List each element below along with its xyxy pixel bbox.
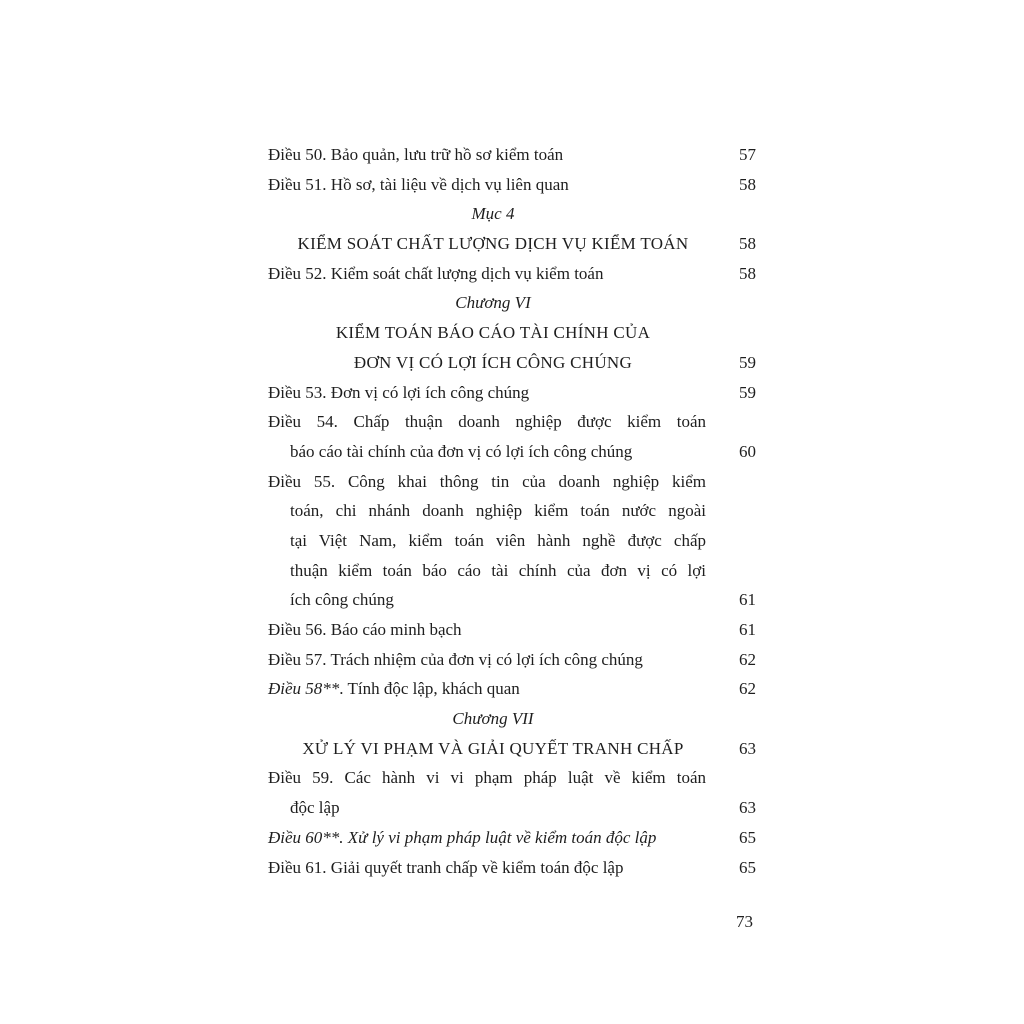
toc-entry-title: ích công chúng [290, 590, 394, 610]
toc-entry-dieu-51 [268, 170, 758, 200]
toc-entry-page: 62 [739, 679, 756, 699]
toc-entry-page: 65 [739, 857, 756, 877]
toc-entry-page: 61 [739, 620, 756, 639]
toc-entry-title: Điều 56. Báo cáo minh bạch [268, 620, 462, 639]
chapter-title-line-2 [268, 348, 758, 378]
chapter-title: XỬ LÝ VI PHẠM VÀ GIẢI QUYẾT TRANH CHẤP [302, 738, 684, 758]
toc-entry-page: 59 [739, 352, 756, 372]
chapter-title: ĐƠN VỊ CÓ LỢI ÍCH CÔNG CHÚNG [353, 352, 633, 372]
toc-entry-dieu-60 [268, 823, 758, 853]
toc-entry-title: thuận kiểm toán báo cáo tài chính của đơn vị có lợi [290, 560, 706, 580]
toc-entry-title: Điều 59. Các hành vi vi phạm pháp luật về kiểm toán [268, 768, 706, 788]
toc-entry-lead: Điều 58** [268, 679, 340, 699]
toc-entry-dieu-55-cont [268, 556, 758, 586]
toc-entry-page: 62 [739, 649, 756, 669]
toc-entry-title: Điều 57. Trách nhiệm của đơn vị có lợi ích công chúng [268, 649, 643, 669]
toc-entry-title: Điều 53. Đơn vị có lợi ích công chúng [268, 382, 530, 402]
toc-entry-dieu-55-cont [268, 526, 758, 556]
toc-entry-title: báo cáo tài chính của đơn vị có lợi ích công chúng [290, 441, 633, 461]
toc-entry-dieu-56 [268, 615, 758, 645]
toc-entry-title: độc lập [290, 798, 340, 818]
chapter-title-xu-ly [268, 734, 758, 764]
toc-entry-dieu-58 [268, 674, 758, 704]
toc-entry-title: Điều 52. Kiểm soát chất lượng dịch vụ kiểm toán [268, 263, 604, 283]
table-of-contents [268, 140, 758, 882]
toc-entry-page: 63 [739, 798, 756, 818]
section-title-kiem-soat [268, 229, 758, 259]
toc-entry-title: tại Việt Nam, kiểm toán viên hành nghề được chấp [290, 530, 706, 550]
toc-entry-page: 58 [739, 234, 756, 254]
toc-entry-page: 60 [739, 441, 756, 461]
toc-entry-page: 57 [739, 145, 756, 164]
toc-entry-title: Điều 55. Công khai thông tin của doanh nghiệp kiểm [268, 471, 706, 491]
chapter-heading-vii [268, 704, 758, 734]
chapter-title: KIỂM TOÁN BÁO CÁO TÀI CHÍNH CỦA [335, 323, 651, 343]
chapter-label: Chương VI [455, 293, 531, 313]
section-heading-muc-4 [268, 199, 758, 229]
toc-entry-page: 58 [739, 263, 756, 283]
toc-entry-dieu-55-cont [268, 496, 758, 526]
toc-entry-title: Điều 60**. Xử lý vi phạm pháp luật về kiểm toán độc lập [268, 827, 657, 847]
toc-entry-page: 63 [739, 738, 756, 758]
section-title: KIỂM SOÁT CHẤT LƯỢNG DỊCH VỤ KIỂM TOÁN [297, 234, 689, 254]
toc-entry-dieu-53 [268, 378, 758, 408]
toc-entry-dieu-57 [268, 645, 758, 675]
toc-entry-rest: . Tính độc lập, khách quan [339, 679, 520, 699]
toc-entry-page: 65 [739, 827, 756, 847]
toc-entry-dieu-55 [268, 467, 758, 497]
page-number: 73 [736, 912, 753, 931]
section-label: Mục 4 [471, 204, 515, 224]
toc-entry-dieu-50 [268, 140, 758, 170]
toc-entry-title: Điều 54. Chấp thuận doanh nghiệp được kiểm toán [268, 412, 706, 432]
chapter-heading-vi [268, 288, 758, 318]
toc-entry-page: 61 [739, 590, 756, 610]
toc-entry-dieu-55-cont [268, 585, 758, 615]
toc-entry-dieu-54 [268, 407, 758, 437]
toc-entry-dieu-61 [268, 853, 758, 883]
toc-entry-dieu-59-cont [268, 793, 758, 823]
toc-entry-dieu-52 [268, 259, 758, 289]
toc-entry-page: 58 [739, 174, 756, 194]
toc-entry-title: Điều 61. Giải quyết tranh chấp về kiểm toán độc lập [268, 857, 624, 877]
toc-entry-title: toán, chi nhánh doanh nghiệp kiểm toán nước ngoài [290, 501, 706, 521]
toc-entry-title: Điều 50. Bảo quản, lưu trữ hồ sơ kiểm toán [268, 145, 564, 164]
toc-entry-title: Điều 51. Hồ sơ, tài liệu về dịch vụ liên quan [268, 174, 569, 194]
chapter-title-line-1 [268, 318, 758, 348]
toc-entry-dieu-59 [268, 763, 758, 793]
chapter-label: Chương VII [452, 709, 534, 729]
toc-entry-title [268, 674, 520, 704]
toc-entry-page: 59 [739, 382, 756, 402]
toc-entry-dieu-54-cont [268, 437, 758, 467]
